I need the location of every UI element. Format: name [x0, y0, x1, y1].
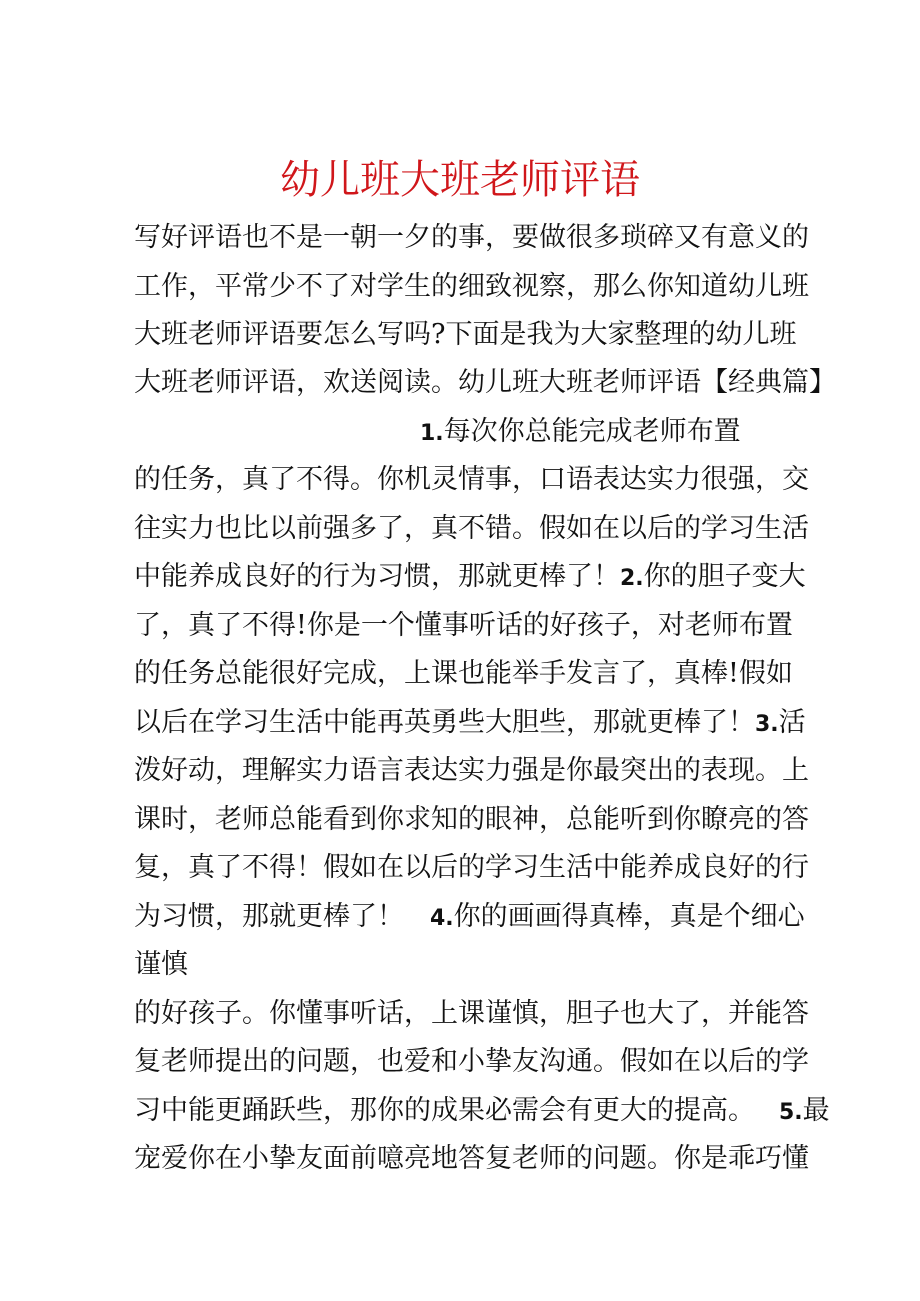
item-number: 5. [779, 1100, 803, 1125]
body-line [134, 650, 794, 698]
line-text: 复，真了不得！假如在以后的学习生活中能养成良好的行 [134, 852, 809, 883]
body-line [134, 602, 794, 650]
item-number: 3. [755, 712, 779, 737]
line-text: 宠爱你在小挚友面前噫亮地答复老师的问题。你是乖巧懂 [134, 1143, 809, 1174]
line-text: 你的画画得真棒，真是个细心 [453, 901, 805, 932]
line-text: 了，真了不得!你是一个懂事听话的好孩子，对老师布置 [134, 610, 793, 641]
line-text: 的任务总能很好完成，上课也能举手发言了，真棒!假如 [134, 658, 793, 689]
document-title: 幼儿班大班老师评语 [280, 157, 640, 203]
line-text: 复老师提出的问题，也爱和小挚友沟通。假如在以后的学 [134, 1046, 809, 1077]
line-text: 写好评语也不是一朝一夕的事，要做很多琐碎又有意义的 [134, 222, 809, 253]
body-line [134, 553, 806, 601]
body-line [134, 359, 836, 407]
line-text: 大班老师评语，欢送阅读。幼儿班大班老师评语【经典篇】 [134, 367, 836, 398]
line-text: 谨慎 [134, 949, 188, 980]
body-line [134, 311, 797, 359]
line-text: 往实力也比以前强多了，真不错。假如在以后的学习生活 [134, 513, 809, 544]
body-line [134, 214, 809, 262]
body-line [134, 893, 805, 941]
body-line [134, 1038, 809, 1086]
body-line [134, 1135, 809, 1183]
line-text: 泼好动，理解实力语言表达实力强是你最突出的表现。上 [134, 755, 809, 786]
line-text: 的好孩子。你懂事听话，上课谨慎，胆子也大了，并能答 [134, 998, 809, 1029]
body-line [134, 796, 809, 844]
body-line [134, 844, 809, 892]
body-line [134, 263, 809, 311]
line-text: 你的胆子变大 [643, 561, 806, 592]
line-text: 每次你总能完成老师布置 [443, 416, 741, 447]
line-text: 课时，老师总能看到你求知的眼神，总能听到你瞭亮的答 [134, 804, 809, 835]
line-text: 活 [778, 707, 806, 738]
line-text: 的任务，真了不得。你机灵情事，口语表达实力很强，交 [134, 464, 809, 495]
line-text: 工作，平常少不了对学生的细致视察，那么你知道幼儿班 [134, 271, 809, 302]
line-text: 习中能更踊跃些，那你的成果必需会有更大的提高。 [134, 1095, 755, 1126]
body-line [134, 456, 809, 504]
item-number: 1. [420, 421, 444, 446]
line-text: 最 [802, 1095, 830, 1126]
line-text: 大班老师评语要怎么写吗?下面是我为大家整理的幼儿班 [134, 319, 797, 350]
body-line [134, 747, 809, 795]
line-text: 中能养成良好的行为习惯，那就更棒了！ [134, 561, 620, 592]
body-line [134, 505, 809, 553]
body-line [134, 990, 809, 1038]
item-number: 4. [430, 906, 454, 931]
body-line [134, 699, 806, 747]
item-number: 2. [620, 566, 644, 591]
line-text: 以后在学习生活中能再英勇些大胆些，那就更棒了！ [134, 707, 755, 738]
body-line [134, 1087, 830, 1135]
body-line [420, 408, 780, 456]
line-text: 为习惯，那就更棒了！ [134, 901, 404, 932]
body-line [134, 941, 794, 989]
